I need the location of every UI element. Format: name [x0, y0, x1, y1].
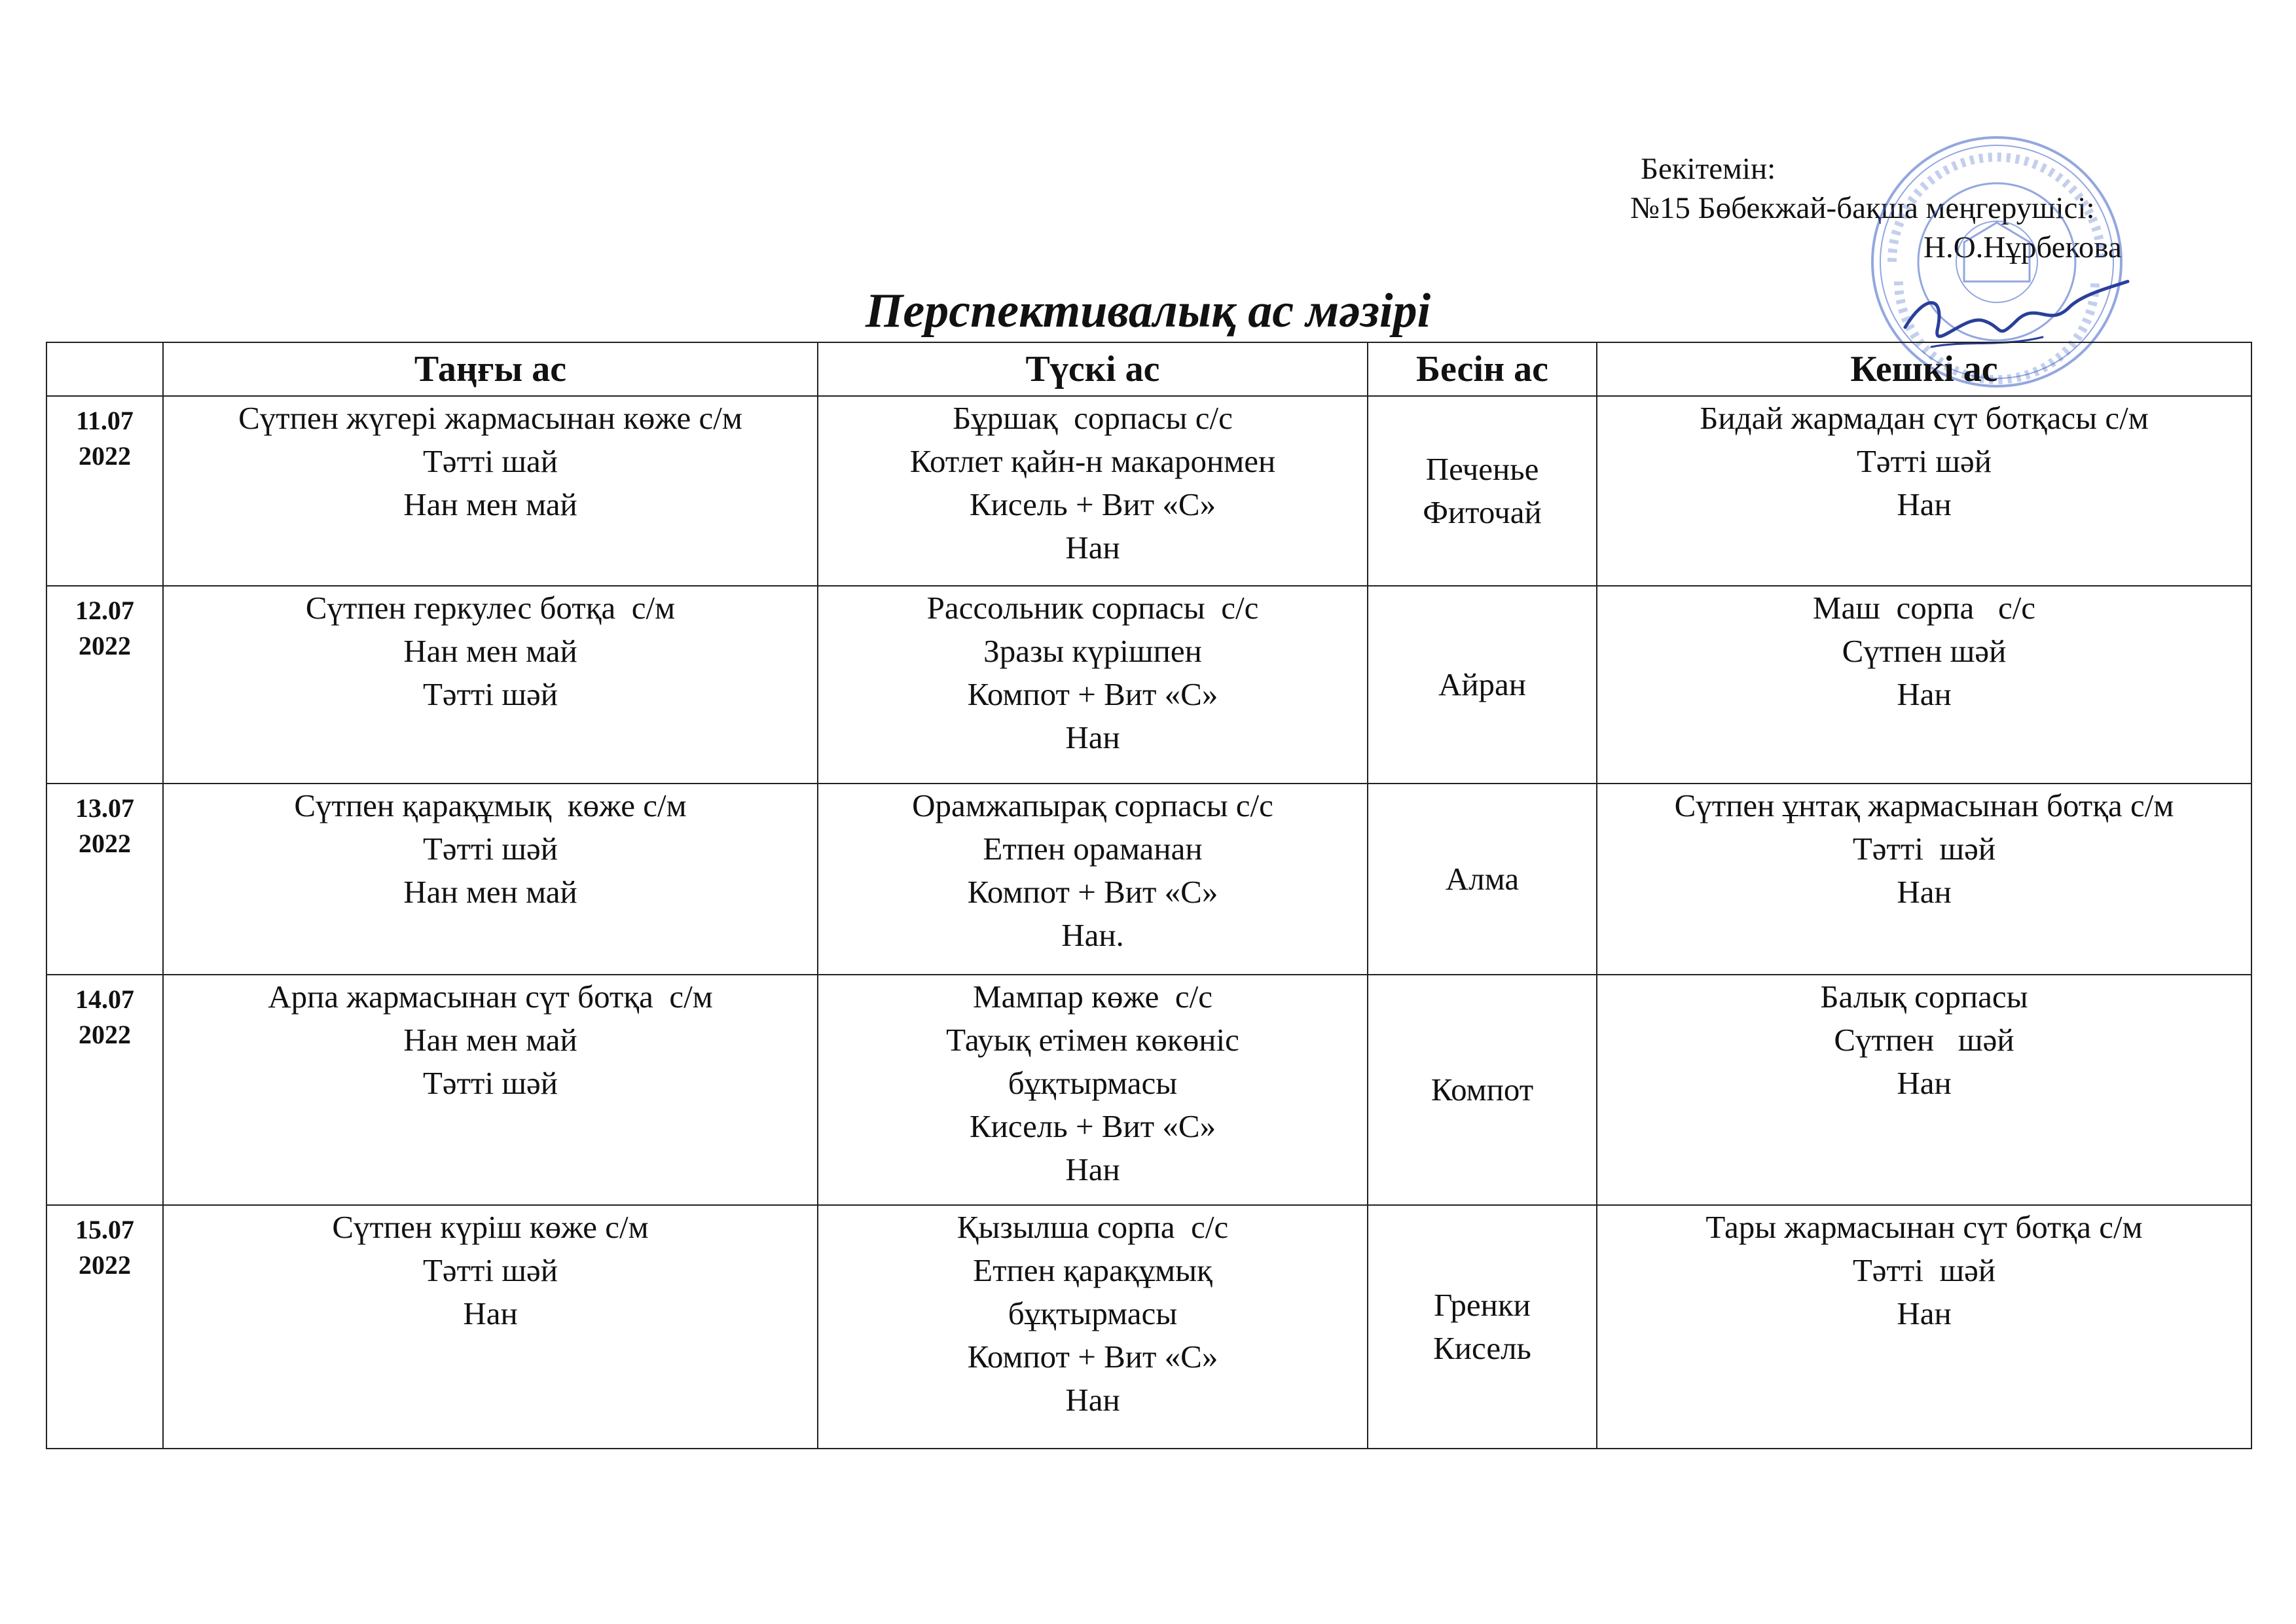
- menu-item: Нан: [1065, 719, 1120, 755]
- lunch-cell: [818, 975, 1368, 1205]
- dinner-cell: [1597, 975, 2251, 1205]
- menu-item: Фиточай: [1423, 494, 1542, 530]
- breakfast-cell: [163, 396, 818, 586]
- page-title: Перспективалық ас мәзірі: [865, 284, 1431, 338]
- menu-item: Сүтпен геркулес ботқа с/м: [305, 590, 676, 626]
- menu-item: Сүтпен ұнтақ жармасынан ботқа с/м: [1674, 787, 2174, 823]
- menu-item: Сүтпен күріш көже с/м: [332, 1209, 649, 1245]
- menu-item: Нан мен май: [403, 633, 577, 669]
- menu-item: Сүтпен шәй: [1842, 633, 2007, 669]
- menu-item: Нан мен май: [403, 1022, 577, 1058]
- breakfast-cell: [163, 975, 818, 1205]
- menu-item: Мампар көже с/с: [973, 979, 1212, 1015]
- date-year: 2022: [79, 631, 131, 660]
- menu-item: Маш сорпа с/с: [1812, 590, 2036, 626]
- menu-item: Компот + Вит «С»: [967, 1339, 1218, 1375]
- menu-item: Балық сорпасы: [1820, 979, 2028, 1015]
- header-lunch: Түскі ас: [818, 342, 1368, 396]
- menu-item: бұқтырмасы: [1008, 1065, 1178, 1101]
- date-cell: [46, 1205, 163, 1449]
- date-day: 14.07: [75, 984, 134, 1014]
- afternoon-snack-cell: [1368, 396, 1597, 586]
- table-header-row: [46, 342, 2251, 396]
- lunch-cell: [818, 1205, 1368, 1449]
- menu-item: Кисель + Вит «С»: [969, 1108, 1216, 1144]
- menu-item: Етпен қарақұмық: [973, 1252, 1212, 1288]
- table-row: [46, 784, 2251, 975]
- date-year: 2022: [79, 829, 131, 858]
- breakfast-cell: [163, 784, 818, 975]
- menu-table: [46, 342, 2252, 1449]
- approval-line-position: №15 Бөбекжай-бақша меңгерушісі:: [1630, 191, 2095, 225]
- date-year: 2022: [79, 1250, 131, 1280]
- menu-item: Тәтті шәй: [1852, 831, 1996, 867]
- dinner-cell: [1597, 1205, 2251, 1449]
- menu-item: Қызылша сорпа с/с: [957, 1209, 1229, 1245]
- dinner-cell: [1597, 784, 2251, 975]
- menu-item: Сүтпен шәй: [1834, 1022, 2014, 1058]
- menu-item: Етпен ораманан: [983, 831, 1203, 867]
- lunch-cell: [818, 396, 1368, 586]
- menu-item: Котлет қайн-н макаронмен: [909, 443, 1276, 479]
- date-year: 2022: [79, 1020, 131, 1049]
- menu-item: Тары жармасынан сүт ботқа с/м: [1705, 1209, 2143, 1245]
- menu-item: Тәтті шәй: [1856, 443, 1992, 479]
- menu-item: Нан: [1065, 1151, 1120, 1187]
- menu-item: Нан: [1897, 874, 1952, 910]
- afternoon-snack-cell: [1368, 784, 1597, 975]
- afternoon-snack-cell: [1368, 1205, 1597, 1449]
- table-row: [46, 1205, 2251, 1449]
- breakfast-cell: [163, 586, 818, 784]
- table-row: [46, 586, 2251, 784]
- menu-item: бұқтырмасы: [1008, 1295, 1178, 1331]
- menu-item: Компот: [1430, 1072, 1534, 1108]
- menu-item: Тәтті шәй: [422, 1065, 558, 1101]
- breakfast-cell: [163, 1205, 818, 1449]
- date-day: 11.07: [76, 406, 134, 435]
- menu-item: Компот + Вит «С»: [967, 676, 1218, 712]
- date-day: 13.07: [75, 793, 134, 823]
- menu-item: Нан: [1897, 486, 1952, 522]
- menu-item: Нан: [1065, 530, 1120, 566]
- dinner-cell: [1597, 396, 2251, 586]
- date-cell: [46, 975, 163, 1205]
- header-dinner: Кешкі ас: [1597, 342, 2251, 396]
- menu-item: Арпа жармасынан сүт ботқа с/м: [268, 979, 713, 1015]
- dinner-cell: [1597, 586, 2251, 784]
- menu-item: Нан мен май: [403, 874, 577, 910]
- menu-item: Тәтті шәй: [422, 676, 558, 712]
- header-date: [46, 342, 163, 396]
- menu-item: Бидай жармадан сүт ботқасы с/м: [1700, 400, 2149, 436]
- header-breakfast: Таңғы ас: [163, 342, 818, 396]
- menu-item: Сүтпен жүгері жармасынан көже с/м: [238, 400, 742, 436]
- lunch-cell: [818, 586, 1368, 784]
- menu-item: Тәтті шәй: [422, 1252, 558, 1288]
- menu-item: Орамжапырақ сорпасы с/с: [912, 787, 1273, 823]
- date-day: 15.07: [75, 1215, 134, 1244]
- menu-item: Зразы күрішпен: [983, 633, 1202, 669]
- menu-item: Нан: [1897, 676, 1952, 712]
- menu-item: Тәтті шай: [422, 443, 558, 479]
- approval-line-approved: Бекітемін:: [1641, 152, 1776, 186]
- table-row: [46, 975, 2251, 1205]
- date-day: 12.07: [75, 596, 134, 625]
- approval-line-name: Н.О.Нұрбекова: [1923, 230, 2122, 264]
- menu-item: Тауық етімен көкөніс: [946, 1022, 1239, 1058]
- date-cell: [46, 586, 163, 784]
- menu-item: Тәтті шәй: [422, 831, 558, 867]
- menu-item: Нан: [1897, 1295, 1952, 1331]
- afternoon-snack-cell: [1368, 586, 1597, 784]
- menu-item: Нан.: [1061, 917, 1124, 953]
- menu-item: Алма: [1445, 861, 1520, 897]
- menu-item: Сүтпен қарақұмық көже с/м: [294, 787, 687, 823]
- menu-item: Тәтті шәй: [1852, 1252, 1996, 1288]
- date-year: 2022: [79, 441, 131, 471]
- menu-item: Нан: [463, 1295, 518, 1331]
- menu-item: Кисель + Вит «С»: [969, 486, 1216, 522]
- menu-item: Нан мен май: [403, 486, 577, 522]
- menu-item: Кисель: [1433, 1330, 1531, 1366]
- date-cell: [46, 784, 163, 975]
- menu-item: Гренки: [1434, 1287, 1531, 1323]
- afternoon-snack-cell: [1368, 975, 1597, 1205]
- menu-item: Компот + Вит «С»: [967, 874, 1218, 910]
- menu-item: Бұршақ сорпасы с/с: [953, 400, 1233, 436]
- date-cell: [46, 396, 163, 586]
- menu-item: Нан: [1897, 1065, 1952, 1101]
- header-afternoon-snack: Бесін ас: [1368, 342, 1597, 396]
- menu-item: Нан: [1065, 1382, 1120, 1418]
- menu-item: Айран: [1438, 666, 1527, 702]
- table-row: [46, 396, 2251, 586]
- menu-item: Печенье: [1425, 451, 1539, 487]
- menu-item: Рассольник сорпасы с/с: [926, 590, 1259, 626]
- lunch-cell: [818, 784, 1368, 975]
